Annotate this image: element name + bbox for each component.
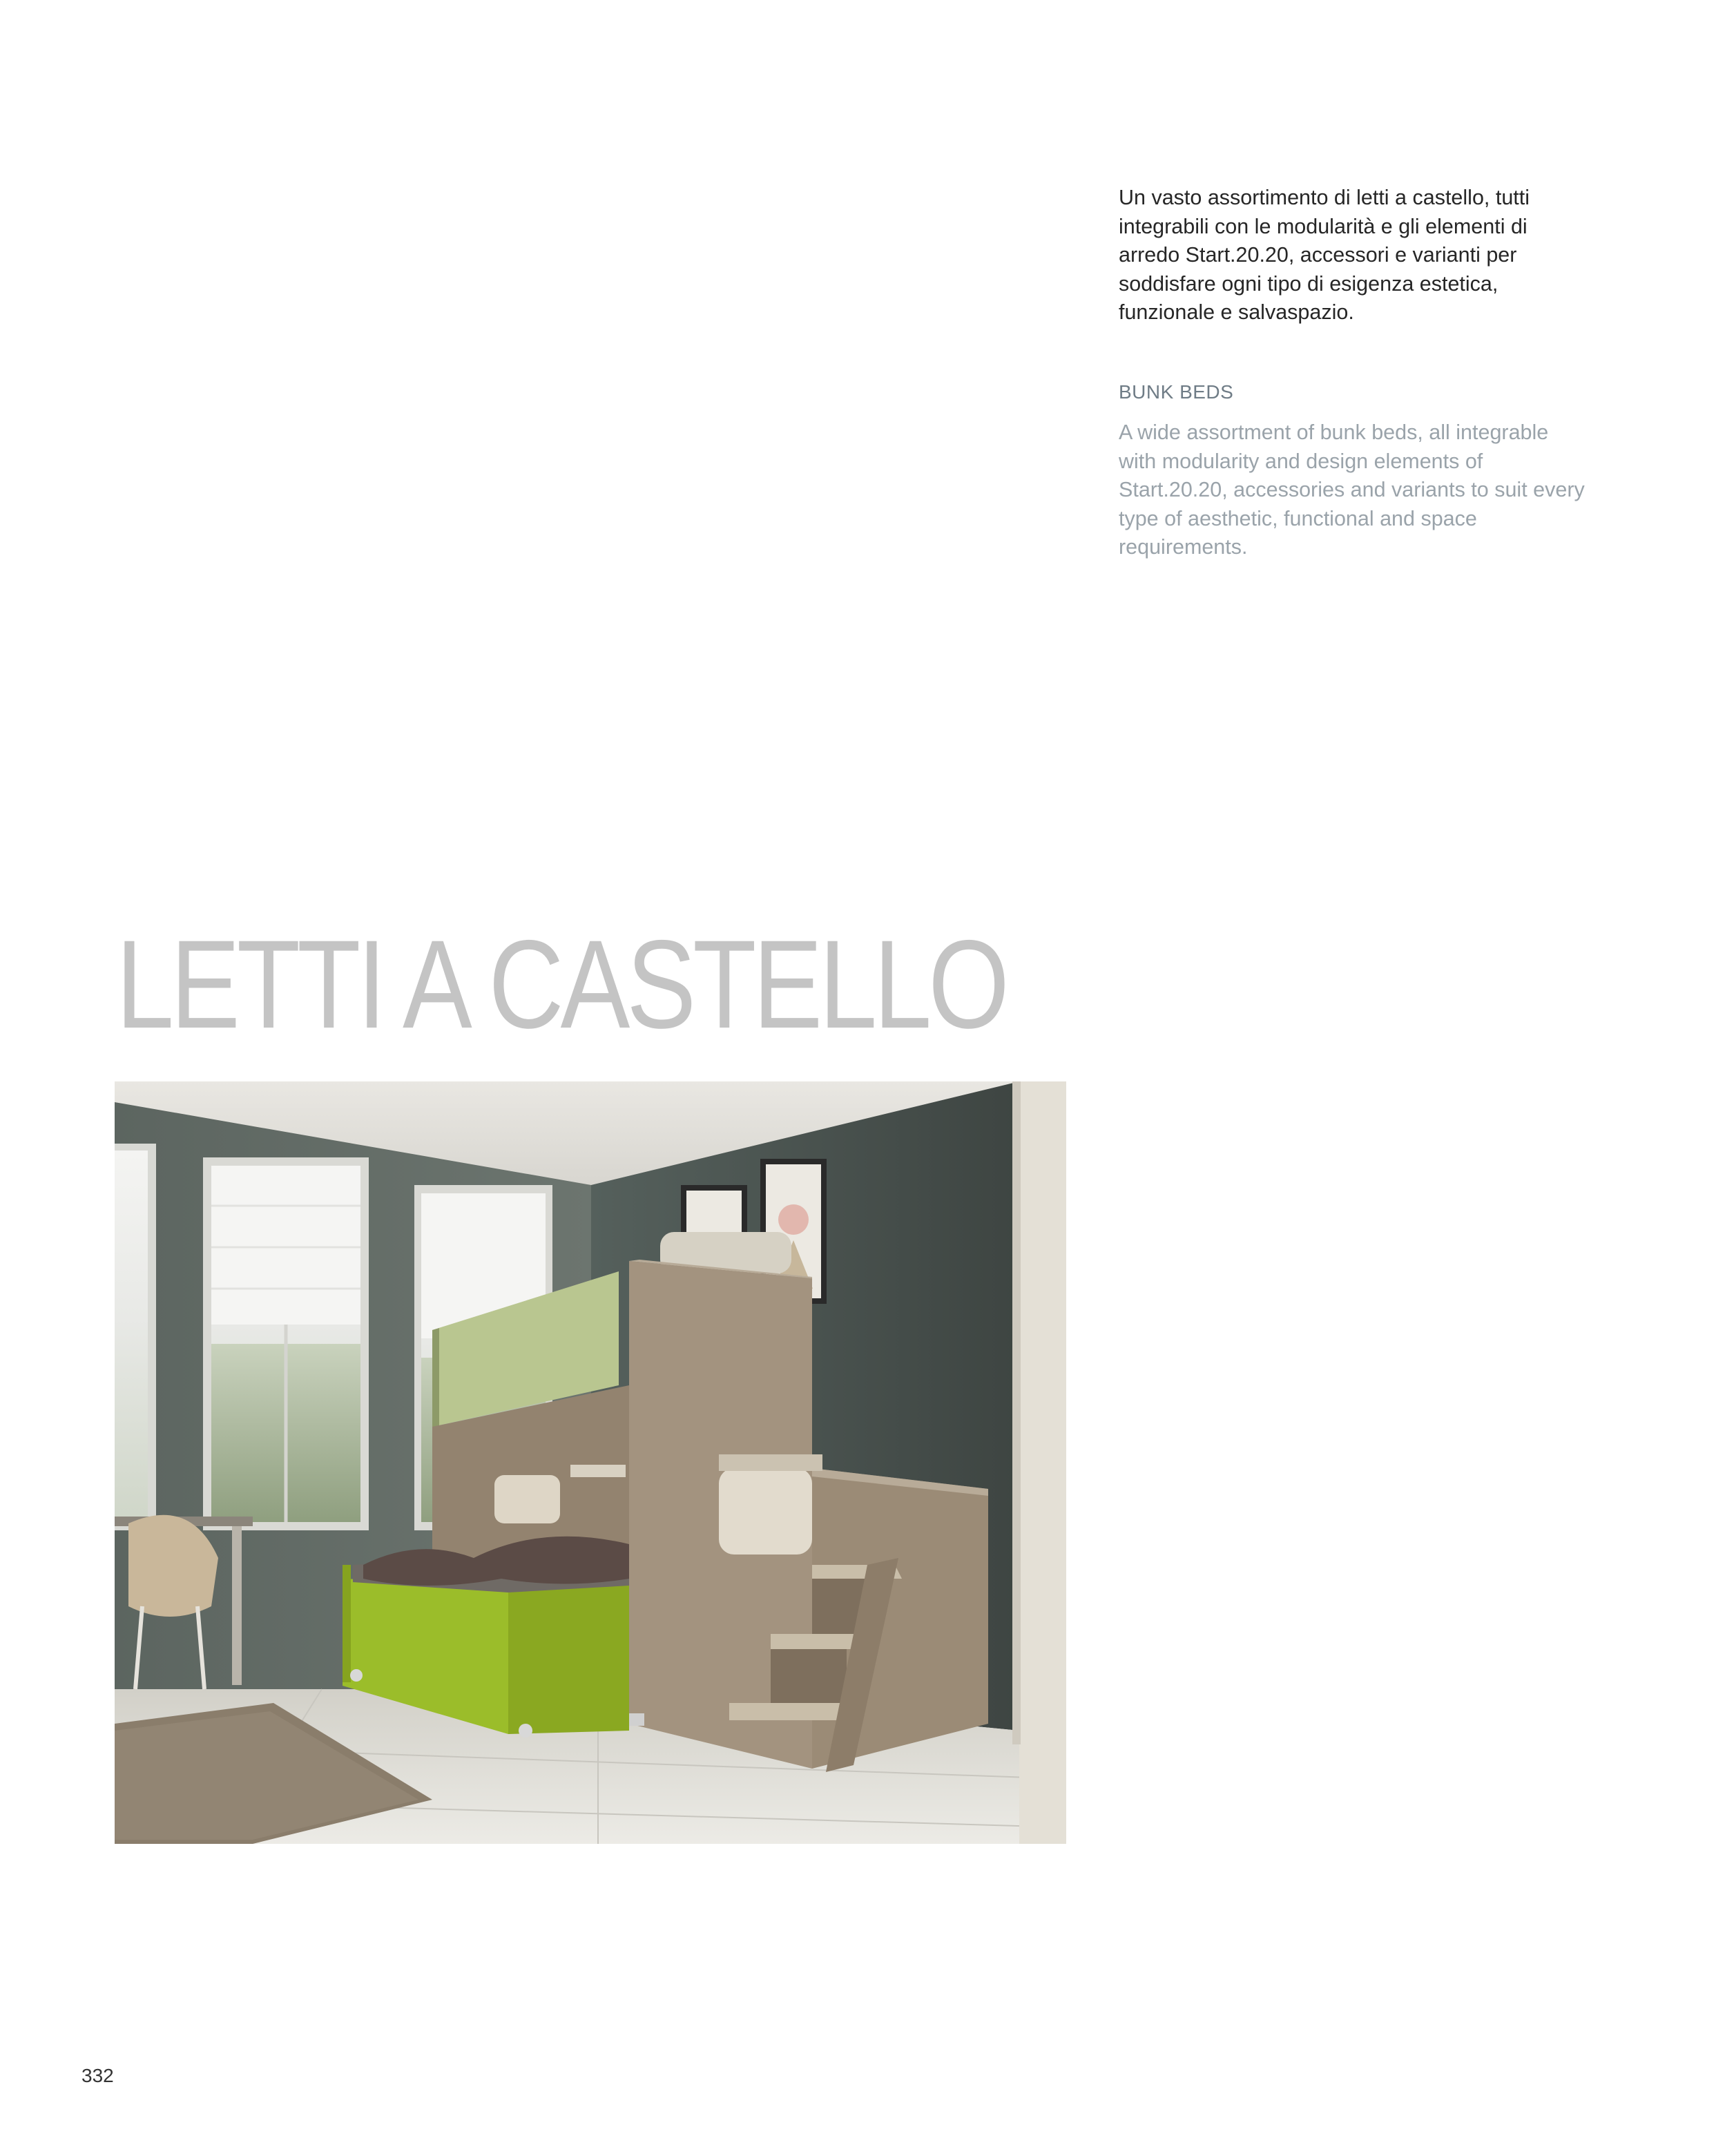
page-title: LETTI A CASTELLO	[116, 914, 1006, 1055]
intro-paragraph: Un vasto assortimento di letti a castello, tutti integrabili con le modularità e gli elementi di arredo Start.20.20, accessori e varianti per soddisfare ogni tipo di esigenza estetica, funzionale e salvaspazio.	[1119, 186, 1530, 324]
translation-paragraph: A wide assortment of bunk beds, all integrable with modularity and design elements of Start.20.20, accessories and variants to suit every type of aesthetic, functional and space requirements.	[1119, 421, 1585, 559]
section-heading: BUNK BEDS	[1119, 381, 1234, 403]
page-number: 332	[81, 2065, 114, 2086]
bunk-bed-room-photo	[115, 1081, 1066, 1844]
